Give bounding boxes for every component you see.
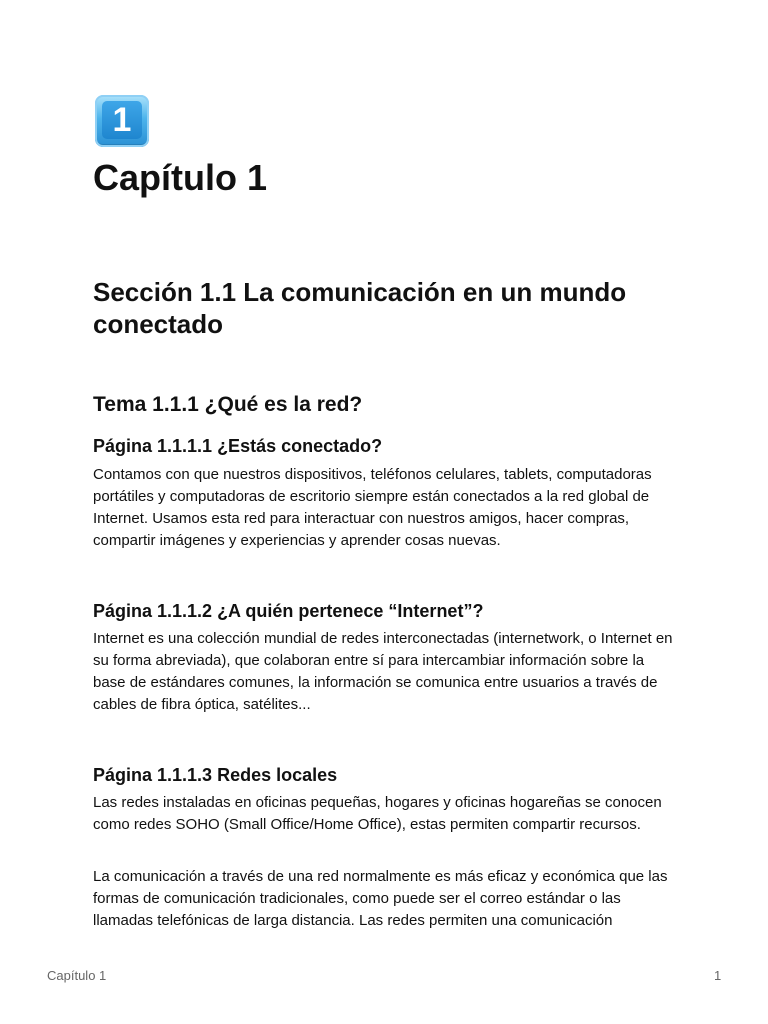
- chapter-title: Capítulo 1: [93, 157, 268, 198]
- page-title-3: Página 1.1.1.3 Redes locales: [93, 765, 338, 785]
- keycap-digit: 1: [102, 101, 142, 139]
- footer-chapter-label: Capítulo 1: [47, 968, 107, 983]
- paragraph: Contamos con que nuestros dispositivos, teléfonos celulares, tablets, computadoras portátiles y computadoras de escritorio siempre están conectados a la red global de Internet. Usamos esta red para interactuar con nuestros amigos, hacer compras, compartir imágenes y experiencias y aprender cosas nuevas.: [93, 466, 652, 549]
- page-title-1: Página 1.1.1.1 ¿Estás conectado?: [93, 436, 383, 456]
- topic-title: Tema 1.1.1 ¿Qué es la red?: [93, 393, 363, 416]
- paragraph: Las redes instaladas en oficinas pequeñas, hogares y oficinas hogareñas se conocen como redes SOHO (Small Office/Home Office), estas permiten compartir recursos.: [93, 794, 662, 833]
- footer-page-number: 1: [714, 968, 722, 983]
- paragraph: La comunicación a través de una red normalmente es más eficaz y económica que las formas de comunicación tradicionales, como puede ser el correo estándar o las llamadas telefónicas de larga distancia. Las redes permiten una comunicación: [93, 868, 668, 929]
- keycap-digit-one-icon: [95, 95, 149, 147]
- page-title-2: Página 1.1.1.2 ¿A quién pertenece “Internet”?: [93, 601, 484, 621]
- paragraph: Internet es una colección mundial de redes interconectadas (internetwork, o Internet en su forma abreviada), que colaboran entre sí para intercambiar información sobre la base de estándares comunes, la información se comunica entre usuarios a través de cables de fibra óptica, satélites...: [93, 630, 673, 713]
- section-title: Sección 1.1 La comunicación en un mundo conectado: [93, 277, 627, 339]
